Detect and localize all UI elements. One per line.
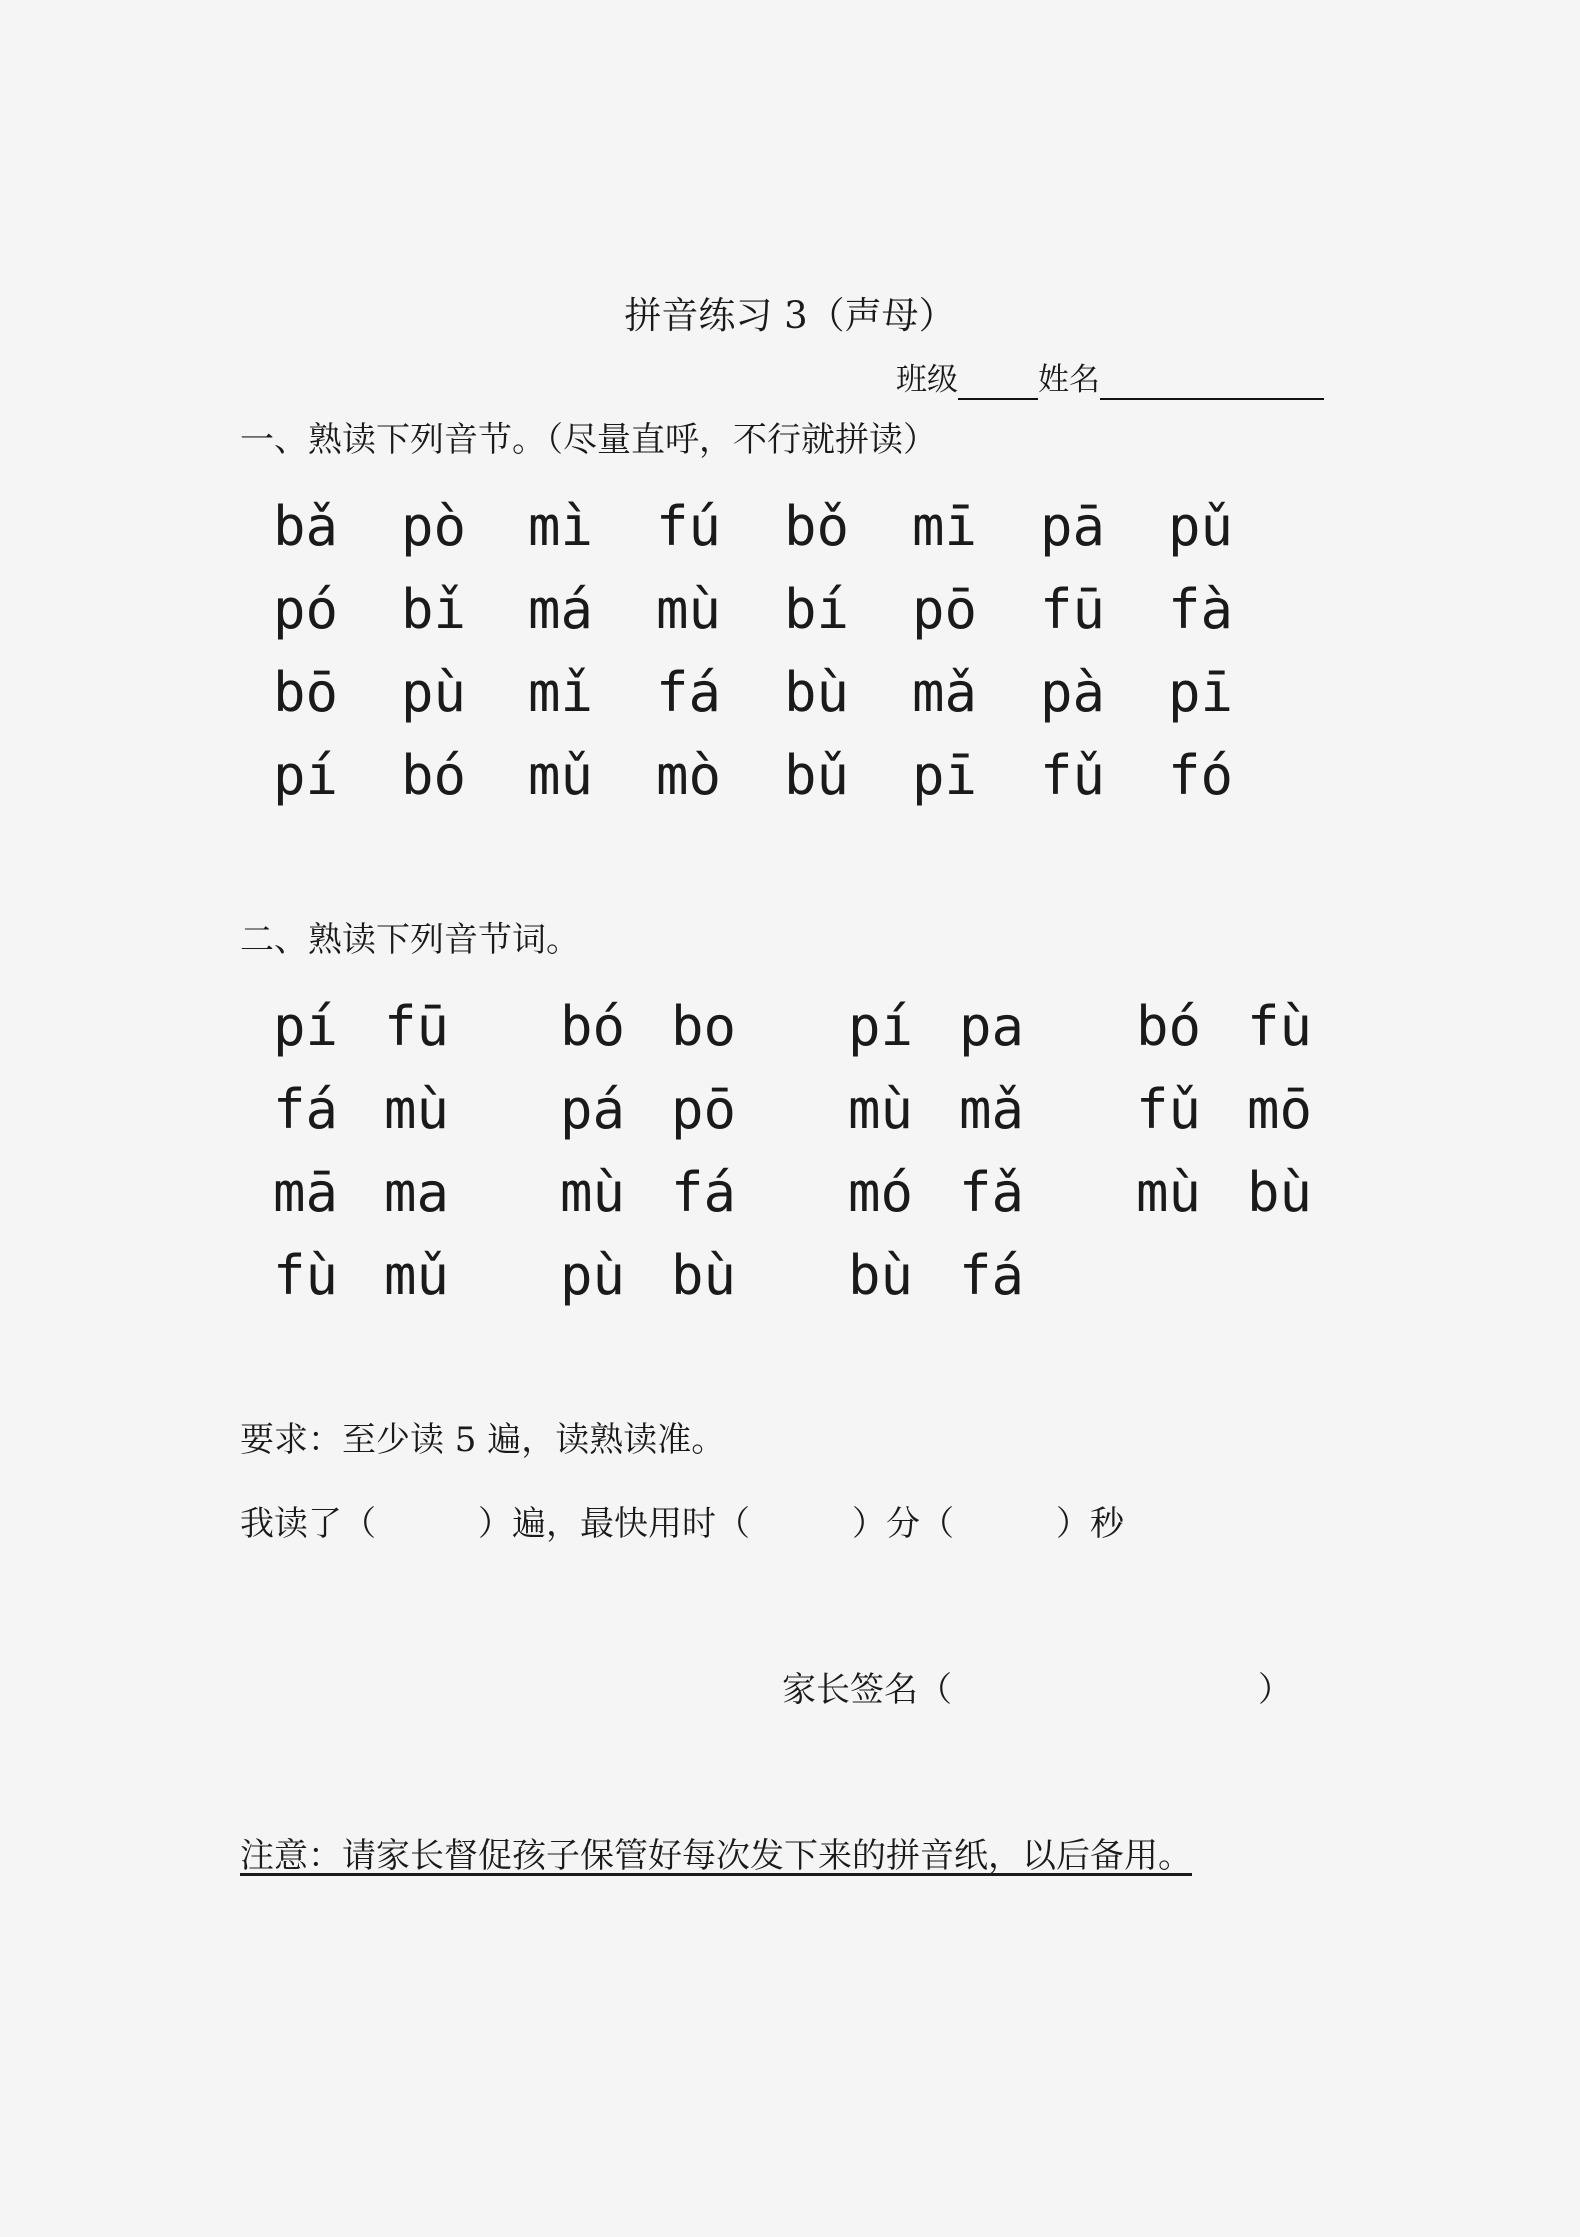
syllable: mì <box>528 495 594 558</box>
syllable-word: pù bù <box>560 1244 737 1307</box>
page-title: 拼音练习 3（声母） <box>624 294 956 337</box>
syllable: pó <box>273 578 339 641</box>
syllable: fú <box>656 495 722 558</box>
parent-signature: 家长签名（ ） <box>782 1670 1292 1710</box>
syllable: mù <box>656 578 722 641</box>
syllable-word: pí pa <box>848 995 1025 1058</box>
syllable-word: bó fù <box>1136 995 1313 1058</box>
syllable-word: mù bù <box>1136 1161 1313 1224</box>
class-label: 班级 <box>896 362 958 398</box>
syllable: bǎ <box>273 495 339 558</box>
syllable-word: pí fū <box>273 995 450 1058</box>
syllable: mǐ <box>528 661 594 724</box>
syllable: bǐ <box>401 578 467 641</box>
class-blank[interactable] <box>958 364 1038 400</box>
requirement-text: 要求：至少读 5 遍，读熟读准。 <box>240 1420 726 1460</box>
syllable: mī <box>912 495 978 558</box>
syllable: mò <box>656 744 722 807</box>
syllable-word: mù mǎ <box>848 1078 1025 1141</box>
syllable-word: fá mù <box>273 1078 450 1141</box>
syllable: mǎ <box>912 661 978 724</box>
name-blank[interactable] <box>1100 364 1324 400</box>
syllable: bó <box>401 744 467 807</box>
syllable: má <box>528 578 594 641</box>
syllable: bù <box>784 661 850 724</box>
notice-text: 注意：请家长督促孩子保管好每次发下来的拼音纸，以后备用。 <box>240 1836 1192 1876</box>
syllable: pō <box>912 578 978 641</box>
syllable: bǒ <box>784 495 850 558</box>
syllable-word: fǔ mō <box>1136 1078 1313 1141</box>
syllable: mǔ <box>528 744 594 807</box>
syllable-word: mā ma <box>273 1161 450 1224</box>
section2-heading: 二、熟读下列音节词。 <box>240 920 580 960</box>
syllable: pī <box>912 744 978 807</box>
syllable: pí <box>273 744 339 807</box>
syllable: pī <box>1168 661 1234 724</box>
syllable: bō <box>273 661 339 724</box>
syllable: pā <box>1040 495 1106 558</box>
class-name-line <box>896 360 1324 400</box>
syllable: pù <box>401 661 467 724</box>
name-label: 姓名 <box>1038 362 1100 398</box>
syllable-word: mó fǎ <box>848 1161 1025 1224</box>
syllable: fó <box>1168 744 1234 807</box>
syllable-word: pá pō <box>560 1078 737 1141</box>
syllable-word: fù mǔ <box>273 1244 450 1307</box>
syllable: pà <box>1040 661 1106 724</box>
syllable-word: bù fá <box>848 1244 1025 1307</box>
syllable: bǔ <box>784 744 850 807</box>
syllable: pò <box>401 495 467 558</box>
syllable: pǔ <box>1168 495 1234 558</box>
section1-heading: 一、熟读下列音节。（尽量直呼，不行就拼读） <box>240 420 937 460</box>
syllable: fà <box>1168 578 1234 641</box>
syllable: bí <box>784 578 850 641</box>
syllable: fá <box>656 661 722 724</box>
reading-record: 我读了（ ）遍，最快用时（ ）分（ ）秒 <box>240 1504 1124 1544</box>
syllable: fū <box>1040 578 1106 641</box>
syllable: fǔ <box>1040 744 1106 807</box>
syllable-word: bó bo <box>560 995 737 1058</box>
syllable-word: mù fá <box>560 1161 737 1224</box>
